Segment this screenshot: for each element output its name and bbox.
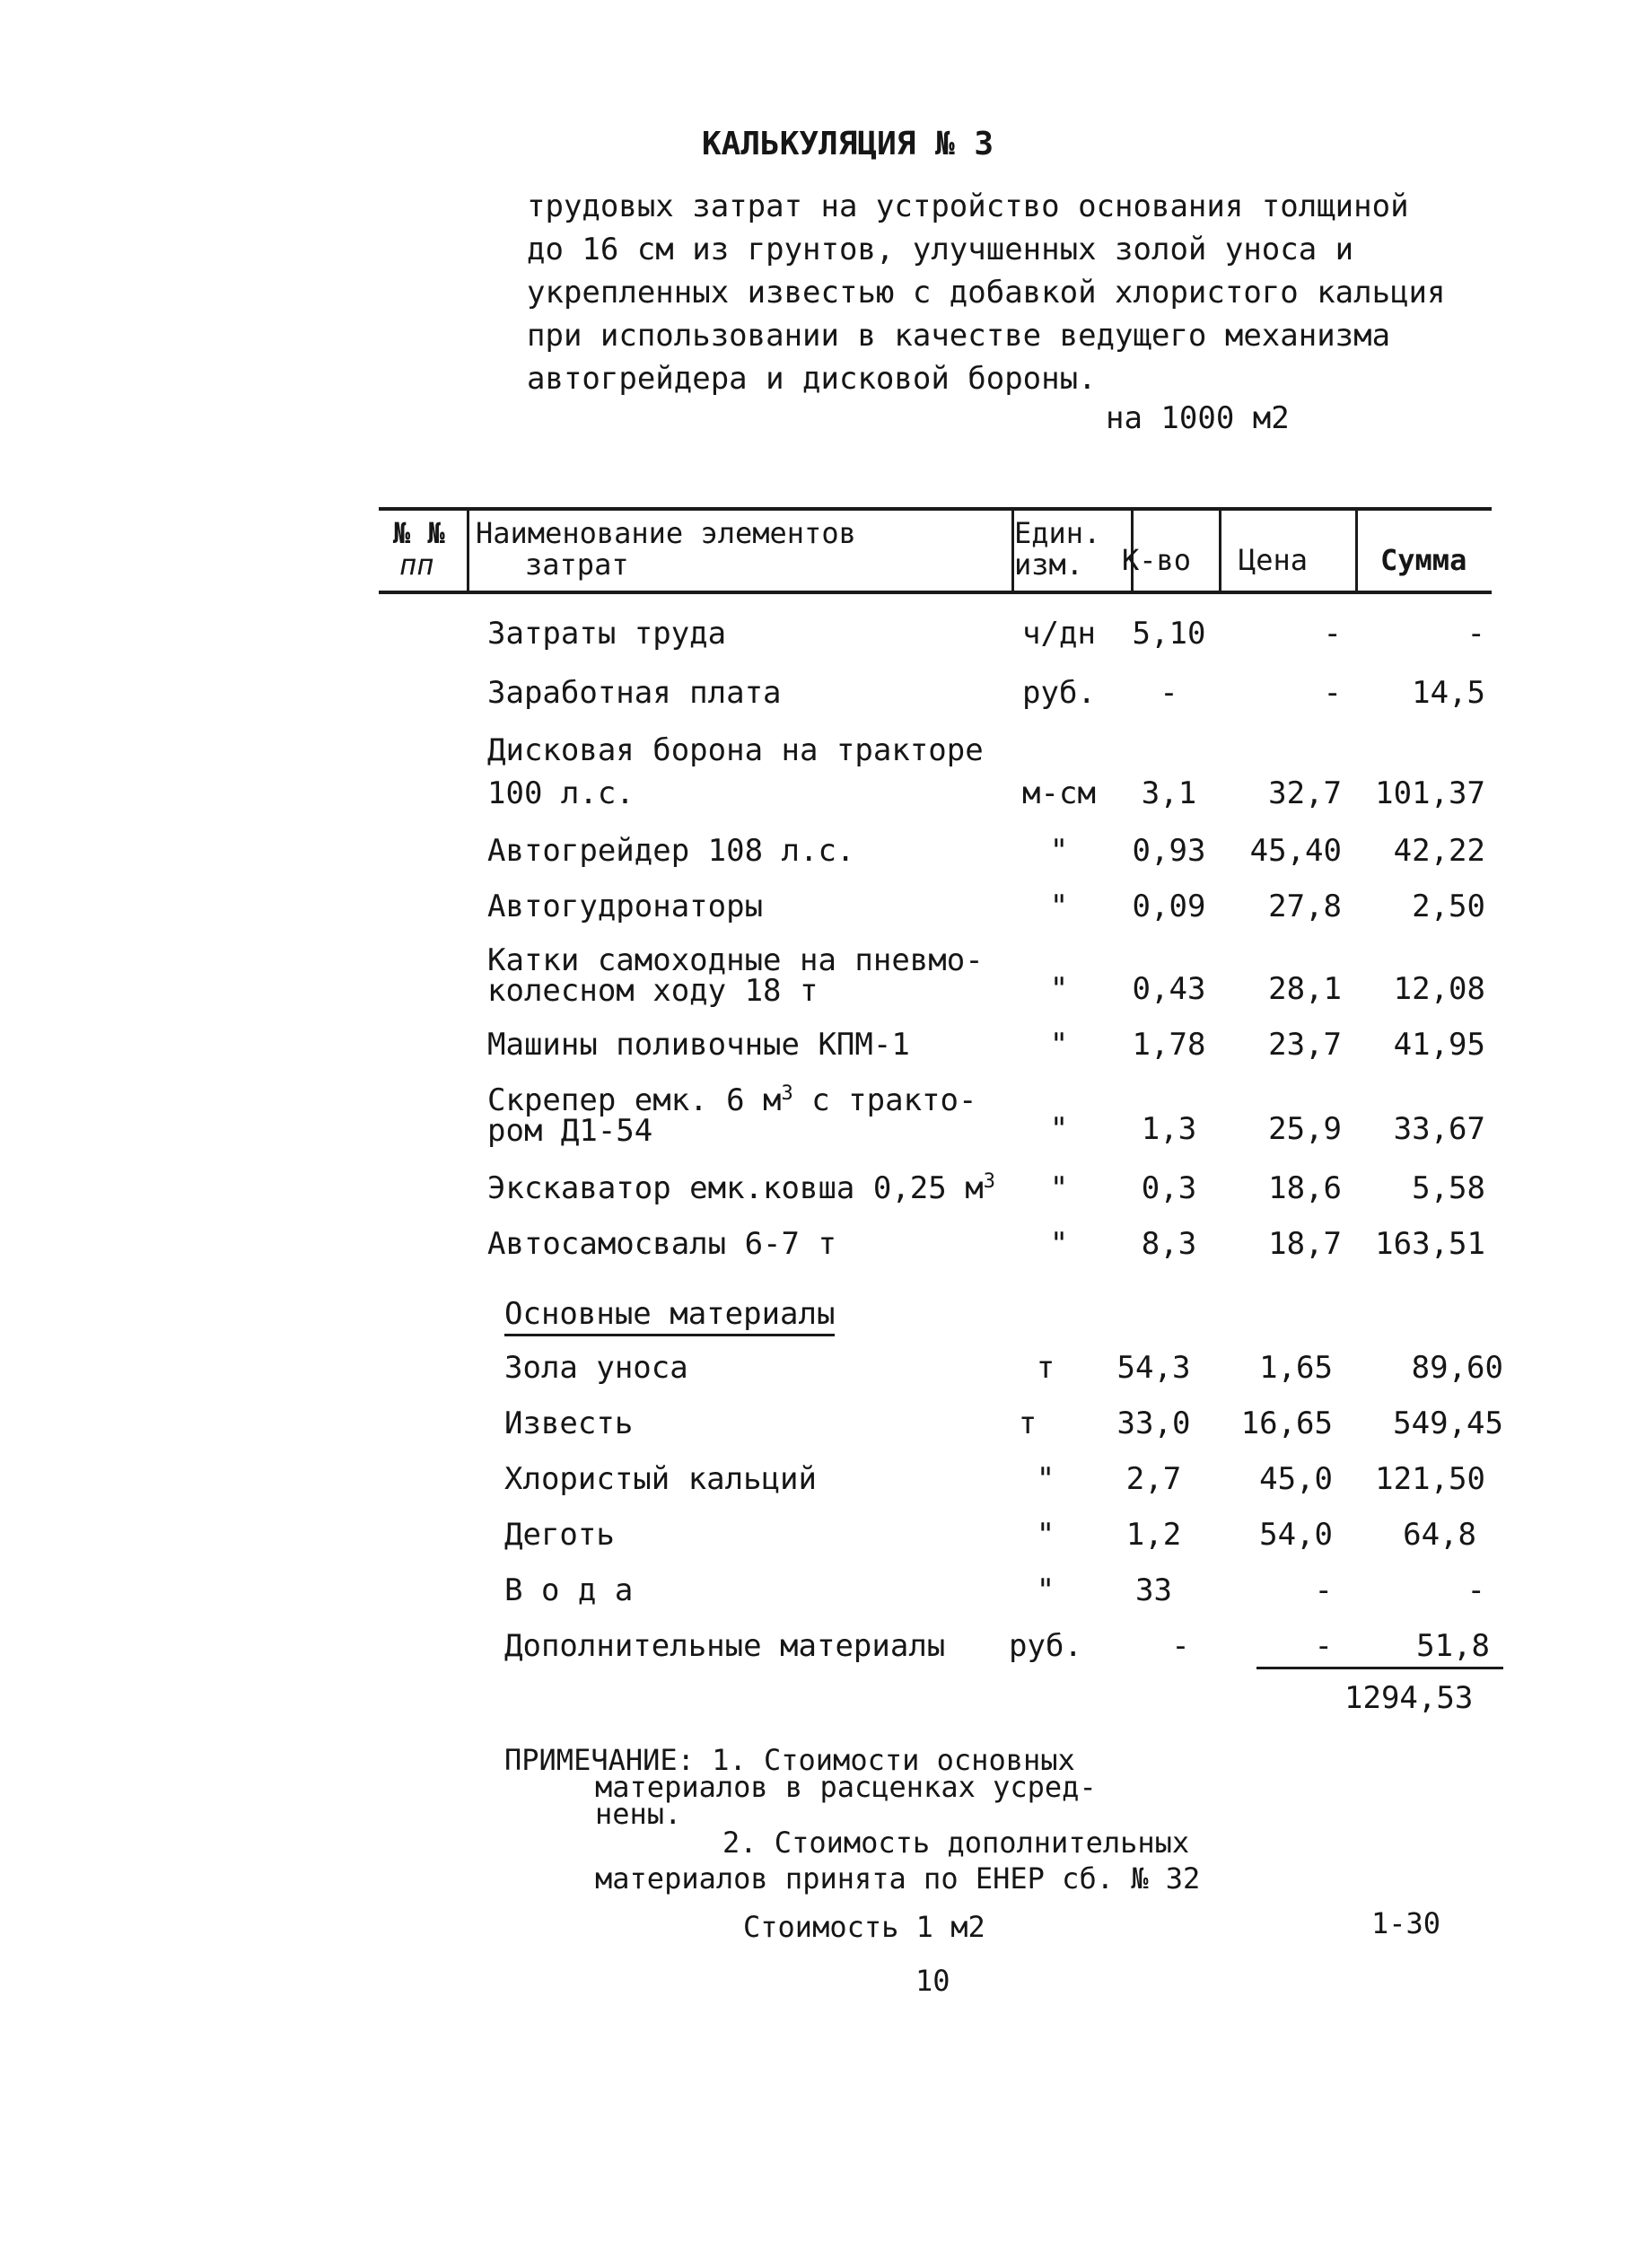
material-qty: 1,2: [1125, 1517, 1182, 1553]
row-sum: 14,5: [1412, 675, 1485, 711]
note-line: материалов принята по ЕНЕР сб. № 32: [595, 1861, 1201, 1896]
total-sum: 1294,53: [1344, 1680, 1474, 1716]
header-unit: Един.: [1014, 516, 1101, 550]
row-sum: 42,22: [1393, 833, 1485, 869]
cost-value: 1-30: [1371, 1906, 1441, 1940]
material-name: Зола уноса: [504, 1350, 688, 1386]
row-unit: ": [1049, 1027, 1069, 1063]
subtitle-line: автогрейдера и дисковой бороны.: [527, 361, 1097, 397]
row-name-cont: ром Д1-54: [487, 1113, 653, 1149]
row-qty: 0,43: [1132, 971, 1206, 1007]
cost-label: Стоимость 1 м2: [743, 1910, 985, 1944]
row-name: Автогудронаторы: [487, 889, 764, 924]
row-price: 45,40: [1249, 833, 1342, 869]
note-line: материалов в расценках усред-: [595, 1770, 1097, 1804]
row-unit: ": [1049, 971, 1069, 1007]
row-price: 23,7: [1268, 1027, 1342, 1063]
row-unit: ": [1049, 1170, 1069, 1206]
material-name: Хлористый кальций: [504, 1461, 817, 1497]
page-number: 10: [915, 1964, 950, 1998]
row-name: Автосамосвалы 6-7 т: [487, 1226, 836, 1262]
row-name: Затраты труда: [487, 616, 727, 652]
subtitle-line: укрепленных известью с добавкой хлористого кальция: [527, 275, 1446, 311]
row-qty: 5,10: [1132, 616, 1206, 652]
note-line: ПРИМЕЧАНИЕ: 1. Стоимости основных: [504, 1743, 1075, 1777]
row-unit: ": [1049, 1111, 1069, 1147]
material-sum: 51,8: [1416, 1628, 1490, 1664]
row-sum: 33,67: [1393, 1111, 1485, 1147]
material-unit: ": [1036, 1572, 1055, 1608]
col-divider: [1355, 510, 1358, 591]
material-sum: 89,60: [1411, 1350, 1503, 1386]
row-unit: ": [1049, 1226, 1069, 1262]
material-name: Дополнительные материалы: [504, 1628, 946, 1664]
material-sum: 64,8: [1403, 1517, 1476, 1553]
row-price: -: [1323, 616, 1342, 652]
row-qty: 0,3: [1141, 1170, 1197, 1206]
material-sum: -: [1467, 1572, 1485, 1608]
row-sum: -: [1467, 616, 1485, 652]
header-unit-2: изм.: [1014, 547, 1084, 582]
material-price: 54,0: [1259, 1517, 1333, 1553]
row-price: 18,6: [1268, 1170, 1342, 1206]
subtitle-line: трудовых затрат на устройство основания толщиной: [527, 188, 1409, 224]
col-divider: [467, 510, 469, 591]
material-name: В о д а: [504, 1572, 634, 1608]
row-qty: 0,93: [1132, 833, 1206, 869]
row-qty: 1,78: [1132, 1027, 1206, 1063]
row-sum: 41,95: [1393, 1027, 1485, 1063]
row-qty: 0,09: [1132, 889, 1206, 924]
note-line: нены.: [595, 1797, 682, 1831]
material-unit: т: [1018, 1405, 1038, 1441]
row-qty: 3,1: [1141, 775, 1197, 811]
material-price: 1,65: [1259, 1350, 1333, 1386]
row-qty: 8,3: [1141, 1226, 1197, 1262]
superscript: 3: [983, 1170, 995, 1193]
row-sum: 101,37: [1375, 775, 1485, 811]
row-unit: ": [1049, 833, 1069, 869]
materials-heading: [504, 1296, 835, 1332]
unit-note: на 1000 м2: [1106, 400, 1290, 436]
material-sum: 121,50: [1375, 1461, 1485, 1497]
row-name-cont: колесном ходу 18 т: [487, 973, 819, 1009]
row-name-text: Скрепер емк. 6 м: [487, 1082, 782, 1118]
header-name-2: затрат: [525, 547, 629, 582]
row-name: Машины поливочные КПМ-1: [487, 1027, 910, 1063]
material-qty: 2,7: [1125, 1461, 1182, 1497]
material-name: Известь: [504, 1405, 634, 1441]
material-unit: ": [1036, 1517, 1055, 1553]
row-price: 32,7: [1268, 775, 1342, 811]
header-num-pp: пп: [399, 547, 434, 582]
row-price: 18,7: [1268, 1226, 1342, 1262]
row-name-tail: с тракто-: [792, 1082, 977, 1118]
row-name: Катки самоходные на пневмо-: [487, 942, 984, 978]
table-header-rule: [379, 591, 1492, 594]
material-price: -: [1314, 1628, 1333, 1664]
row-qty: 1,3: [1141, 1111, 1197, 1147]
material-unit: ": [1036, 1461, 1055, 1497]
row-price: 25,9: [1268, 1111, 1342, 1147]
note-line: 2. Стоимость дополнительных: [722, 1826, 1190, 1860]
material-unit: т: [1036, 1350, 1055, 1386]
row-sum: 12,08: [1393, 971, 1485, 1007]
material-unit: руб.: [1009, 1628, 1082, 1664]
sum-rule: [1256, 1667, 1503, 1669]
row-name: [487, 1170, 995, 1206]
row-unit: руб.: [1022, 675, 1096, 711]
header-name: Наименование элементов: [476, 516, 856, 550]
subtitle-line: до 16 см из грунтов, улучшенных золой уноса и: [527, 232, 1354, 267]
table-top-rule: [379, 507, 1492, 511]
header-qty: К-во: [1122, 543, 1192, 577]
row-name: Автогрейдер 108 л.с.: [487, 833, 855, 869]
row-name-text: Экскаватор емк.ковша 0,25 м: [487, 1170, 984, 1206]
col-divider: [1219, 510, 1221, 591]
row-sum: 5,58: [1412, 1170, 1485, 1206]
row-price: 27,8: [1268, 889, 1342, 924]
header-num: № №: [393, 516, 445, 550]
row-unit: ч/дн: [1022, 616, 1096, 652]
material-qty: 33,0: [1116, 1405, 1191, 1441]
material-price: 45,0: [1259, 1461, 1333, 1497]
row-sum: 2,50: [1412, 889, 1485, 924]
material-price: -: [1314, 1572, 1333, 1608]
row-price: -: [1323, 675, 1342, 711]
row-unit: м-см: [1022, 775, 1096, 811]
row-qty: -: [1160, 675, 1178, 711]
material-sum: 549,45: [1393, 1405, 1503, 1441]
header-price: Цена: [1239, 543, 1309, 577]
superscript: 3: [781, 1082, 793, 1105]
material-price: 16,65: [1240, 1405, 1333, 1441]
row-unit: ": [1049, 889, 1069, 924]
materials-heading-text: Основные материалы: [504, 1296, 835, 1336]
row-price: 28,1: [1268, 971, 1342, 1007]
material-name: Деготь: [504, 1517, 615, 1553]
header-sum: Сумма: [1380, 543, 1467, 577]
row-name-cont: 100 л.с.: [487, 775, 635, 811]
material-qty: 54,3: [1116, 1350, 1191, 1386]
subtitle-line: при использовании в качестве ведущего механизма: [527, 318, 1391, 354]
row-name: Заработная плата: [487, 675, 782, 711]
page-title: КАЛЬКУЛЯЦИЯ № 3: [702, 126, 994, 162]
material-qty: 33: [1135, 1572, 1172, 1608]
row-sum: 163,51: [1375, 1226, 1485, 1262]
material-qty: -: [1171, 1628, 1190, 1664]
row-name: Дисковая борона на тракторе: [487, 732, 984, 768]
